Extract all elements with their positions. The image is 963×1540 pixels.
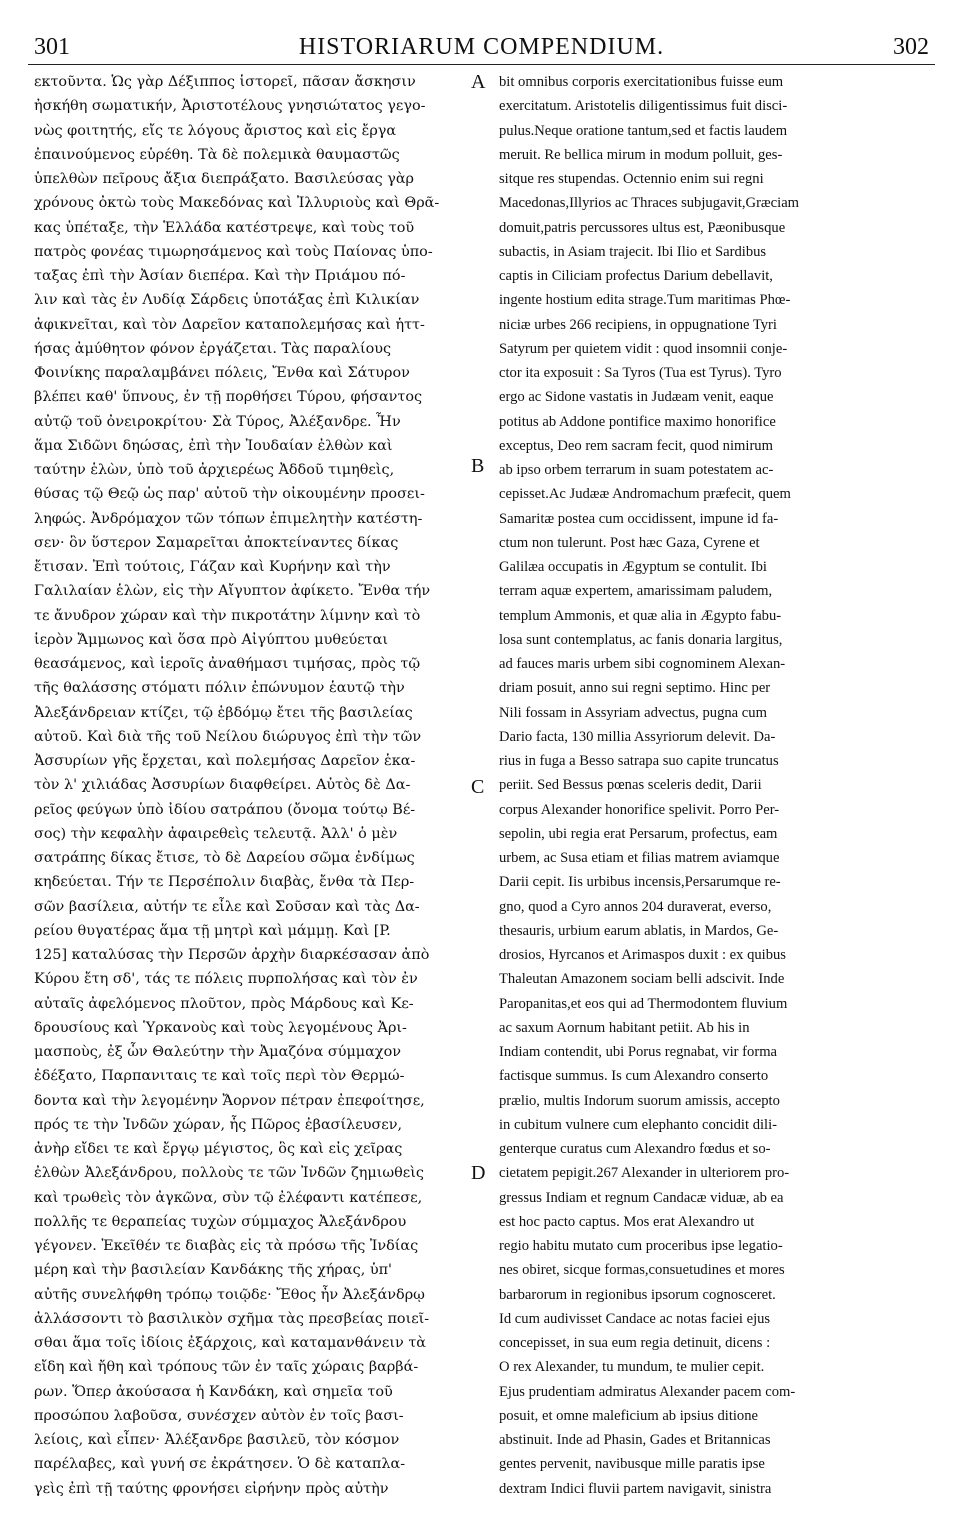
latin-text-line: factisque summus. Is cum Alexandro conserto xyxy=(499,1068,769,1085)
latin-text-line: gentes pervenit, navibusque mille paratis ipse xyxy=(499,1456,765,1473)
greek-text-line: ταύτην ἑλὼν, ὑπὸ τοῦ ἀρχιερέως Ἀδδοῦ τιμηθεὶς, xyxy=(34,462,395,478)
margin-marker-a: A xyxy=(471,71,486,93)
latin-text-line: Thaleutan Amazonem sociam belli adscivit. Inde xyxy=(499,971,785,988)
latin-text-line: Darii cepit. Iis urbibus incensis,Persarumque re- xyxy=(499,874,781,891)
greek-text-line: ἅμα Σιδῶνι δηώσας, ἐπὶ τὴν Ἰουδαίαν ἐλθὼν καὶ xyxy=(34,437,393,454)
greek-text-line: γεὶς ἐπὶ τῇ ταύτης φρονήσει εἰρήνην πρὸς αὐτὴν xyxy=(34,1480,389,1497)
latin-text-line: captis in Ciliciam profectus Darium debellavit, xyxy=(499,268,773,284)
greek-text-line: αὐτῷ τοῦ ὀνειροκρίτου· Σὰ Τύρος, Ἀλέξανδρε. Ἦν xyxy=(34,413,401,430)
greek-text-line: ὑπελθὼν πεῖρους ἄξια διεπράξατο. Βασιλεύσας γὰρ xyxy=(34,171,414,187)
latin-text-line: corpus Alexander honorifice spelivit. Porro Per- xyxy=(499,801,780,818)
greek-text-line: ἔτισαν. Ἐπὶ τούτοις, Γάζαν καὶ Κυρήνην καὶ τὴν xyxy=(34,559,391,575)
greek-text-line: χρόνους ὀκτὼ τοὺς Μακεδόνας καὶ Ἰλλυριοὺς καὶ Θρᾶ- xyxy=(34,195,440,212)
latin-text-line: abstinuit. Inde ad Phasin, Gades et Britannicas xyxy=(499,1432,771,1448)
latin-text-line: urbem, ac Susa etiam et filias matrem aviamque xyxy=(499,850,780,866)
greek-text-line: θεασάμενος, καὶ ἱεροῖς ἀναθήμασι τιμήσας, πρὸς τῷ xyxy=(34,656,421,672)
latin-text-line: bit omnibus corporis exercitationibus fuisse eum xyxy=(499,74,784,90)
latin-text-line: terram aquæ expertem, amarissimam paludem, xyxy=(499,583,773,600)
greek-text-line: ήσας ἀμύθητον φόνον ἐργάζεται. Τὰς παραλίους xyxy=(34,340,392,357)
latin-text-line: subactis, in Asiam trajecit. Ibi Ilio et Sardibus xyxy=(499,243,767,260)
latin-text-line: in cubitum vulnere cum elephanto concidit dili- xyxy=(499,1116,778,1133)
greek-text-line: τὸν λ' χιλιάδας Ἀσσυρίων διαφθείρει. Αὐτὸς δὲ Δα- xyxy=(34,777,411,794)
latin-text-line: ctum non tulerunt. Post hæc Gaza, Cyrene et xyxy=(499,534,760,551)
greek-text-line: δρουσίους καὶ Ὑρκανοὺς καὶ τοὺς λεγομένους Ἀρι- xyxy=(34,1019,407,1036)
greek-text-line: τε ἄνυδρον χώραν καὶ τὴν πικροτάτην λίμνην καὶ τὸ xyxy=(34,607,421,624)
greek-text-line: Φοινίκης παραλαμβάνει πόλεις, Ἔνθα καὶ Σάτυρον xyxy=(34,365,410,381)
latin-text-line: regio habitu mutato cum proceribus ipse legatio- xyxy=(499,1238,783,1254)
greek-text-line: σθαι ἅμα τοῖς ἰδίοις ἐξάρχοις, καὶ καταμανθάνειν τὰ xyxy=(34,1335,427,1351)
latin-text-line: genterque curatus cum Alexandro fœdus et so- xyxy=(499,1141,771,1157)
latin-text-line: Ejus prudentiam admiratus Alexander pacem com- xyxy=(499,1383,796,1400)
greek-text-line: εἴδη καὶ ἤθη καὶ τρόπους τῶν ἐν ταῖς χώραις βαρβά- xyxy=(34,1359,419,1376)
latin-text-line: Dario facta, 130 millia Assyriorum delevit. Da- xyxy=(499,728,776,745)
latin-text-line: drosios, Hyrcanos et Arimaspos duxit : ex quibus xyxy=(499,947,786,963)
latin-text-line: Samaritæ postea cum occidissent, impune id fa- xyxy=(499,510,779,527)
latin-text-line: O rex Alexander, tu mundum, te mulier cepit. xyxy=(499,1359,765,1376)
latin-text-line: gno, quod a Cyro annos 204 duraverat, everso, xyxy=(499,898,772,915)
greek-text-line: σῶν βασίλεια, αὐτήν τε εἷλε καὶ Σοῦσαν καὶ τὰς Δα- xyxy=(34,898,420,915)
greek-text-line: πρός τε τὴν Ἰνδῶν χώραν, ἧς Πῶρος ἐβασίλευσεν, xyxy=(34,1116,403,1133)
greek-text-line: αὐτοῦ. Καὶ διὰ τῆς τοῦ Νείλου διώρυγος ἐπὶ τὴν τῶν xyxy=(34,728,422,745)
greek-text-line: Ἀσσυρίων γῆς ἔρχεται, καὶ πολεμήσας Δαρεῖον ἑκα- xyxy=(34,753,416,769)
margin-marker-b: B xyxy=(471,455,485,477)
latin-text-line: dextram Indici fluvii partem navigavit, sinistra xyxy=(499,1480,772,1497)
latin-text-line: losa sunt contemplatus, ac fanis donaria largitus, xyxy=(499,631,783,648)
latin-text-column xyxy=(499,70,935,1501)
greek-text-line: καὶ τρωθεὶς τὸν ἀγκῶνα, σὺν τῷ ἐλέφαντι κατέπεσε, xyxy=(34,1189,423,1206)
greek-text-line: 125] καταλύσας τὴν Περσῶν ἀρχὴν διαρκέσασαν ἀπὸ xyxy=(34,947,430,963)
greek-text-column xyxy=(34,70,466,1501)
greek-text-line: ρων. Ὅπερ ἀκούσασα ἡ Κανδάκη, καὶ σημεῖα τοῦ xyxy=(34,1383,393,1400)
latin-text-line: Macedonas,Illyrios ac Thraces subjugavit,Græciam xyxy=(499,195,800,212)
greek-text-line: ἠσκήθη σωματικήν, Ἀριστοτέλους γνησιώτατος γεγο- xyxy=(34,98,426,115)
greek-text-line: ρεῖος φεύγων ὑπὸ ἰδίου σατράπου (ὄνομα τούτῳ Βέ- xyxy=(34,801,416,818)
greek-text-line: ἀλλάσσοντι τὸ βασιλικὸν σχῆμα τὰς πρεσβείας ποιεῖ- xyxy=(34,1310,430,1327)
latin-text-line: nes obiret, sicque formas,consuetudines et mores xyxy=(499,1262,785,1279)
latin-text-line: pulus.Neque oratione tantum,sed et factis laudem xyxy=(499,122,788,139)
latin-text-line: niciæ urbes 266 recipiens, in oppugnatione Tyri xyxy=(499,316,777,333)
latin-text-line: ergo ac Sidone vastatis in Judæam venit, eaque xyxy=(499,389,774,406)
latin-text-line: cepisset.Ac Judææ Andromachum præfecit, quem xyxy=(499,486,791,503)
latin-text-line: gressus Indiam et regnum Candacæ viduæ, ab ea xyxy=(499,1189,784,1206)
page-number-right: 302 xyxy=(893,34,929,60)
greek-text-line: σατράπης δίκας ἔτισε, τὸ δὲ Δαρείου σῶμα ἐνδίμως xyxy=(34,850,415,866)
greek-text-line: ρείου θυγατέρας ἅμα τῇ μητρὶ καὶ μάμμῃ. Καὶ [P. xyxy=(34,922,391,939)
latin-text-line: concepisset, in sua eum regia detinuit, dicens : xyxy=(499,1335,771,1351)
latin-text-line: ctor ita exposuit : Sa Tyros (Tua est Tyrus). Tyro xyxy=(499,365,782,381)
greek-text-line: ἐλθὼν Ἀλεξάνδρου, πολλοὺς τε τῶν Ἰνδῶν ζημιωθεὶς xyxy=(34,1165,424,1182)
greek-text-line: λιν καὶ τὰς ἐν Λυδίᾳ Σάρδεις ὑποτάξας ἐπὶ Κιλικίαν xyxy=(34,292,420,309)
latin-text-line: Paropanitas,et eos qui ad Thermodontem fluvium xyxy=(499,995,788,1012)
greek-text-line: σεν· ὃν ὕστερον Σαμαρεῖται ἀποκτείναντες δίκας xyxy=(34,534,399,551)
latin-text-line: rius in fuga a Besso satrapa suo capite truncatus xyxy=(499,753,779,769)
latin-text-line: potitus ab Addone pontifice maximo honorifice xyxy=(499,413,776,430)
greek-text-line: παρέλαβες, καὶ γυνή σε ἐκράτησεν. Ὁ δὲ καταπλα- xyxy=(34,1456,406,1473)
page-number-left: 301 xyxy=(34,34,70,60)
greek-text-line: ἀφικνεῖται, καὶ τὸν Δαρεῖον καταπολεμήσας καὶ ἡττ- xyxy=(34,316,425,333)
margin-marker-c: C xyxy=(471,776,485,798)
greek-text-line: νὼς φοιτητής, εἴς τε λόγους ἄριστος καὶ εἰς ἔργα xyxy=(34,122,397,139)
latin-text-line: Satyrum per quietem vidit : quod insomnii conje- xyxy=(499,340,788,357)
greek-text-line: Κύρου ἔτη σδ', τάς τε πόλεις πυρπολήσας καὶ τὸν ἐν xyxy=(34,971,418,988)
running-title: HISTORIARUM COMPENDIUM. xyxy=(298,34,665,60)
latin-text-line: Indiam contendit, ubi Porus regnabat, vir forma xyxy=(499,1044,778,1060)
greek-text-line: σος) τὴν κεφαλὴν ἀφαιρεθεὶς τελευτᾷ. Ἀλλ' ὁ μὲν xyxy=(34,825,398,842)
greek-text-line: ἐδέξατο, Παρπανιταις τε καὶ τοῖς περὶ τὸν Θερμώ- xyxy=(34,1068,405,1085)
greek-text-line: πατρὸς φονέας τιμωρησάμενος καὶ τοὺς Παίονας ὑπο- xyxy=(34,243,433,260)
greek-text-line: ἱερὸν Ἄμμωνος καὶ ὅσα πρὸ Αἰγύπτου μυθεύεται xyxy=(34,631,388,648)
greek-text-line: ἐπαινούμενος εὑρέθη. Τὰ δὲ πολεμικὰ θαυμαστῶς xyxy=(34,146,400,163)
latin-text-line: driam posuit, anno sui regni septimo. Hinc per xyxy=(499,680,771,697)
latin-text-line: Nili fossam in Assyriam advectus, pugna cum xyxy=(499,704,767,721)
latin-text-line: exceptus, Deo rem sacram fecit, quod nimirum xyxy=(499,437,773,454)
greek-text-line: κας ὑπέταξε, τὴν Ἑλλάδα κατέστρεψε, καὶ τοὺς τοῦ xyxy=(34,219,415,236)
latin-text-line: cietatem pepigit.267 Alexander in ulteriorem pro- xyxy=(499,1165,790,1182)
latin-text-line: templum Ammonis, et quæ alia in Ægypto fabu- xyxy=(499,607,782,624)
greek-text-line: ἀνὴρ εἴδει τε καὶ ἔργῳ μέγιστος, ὃς καὶ εἰς χεῖρας xyxy=(34,1141,403,1157)
latin-text-line: ab ipso orbem terrarum in suam potestatem ac- xyxy=(499,462,774,478)
latin-text-line: Id cum audivisset Candace ac notas faciei ejus xyxy=(499,1310,771,1327)
greek-text-line: μασποὺς, ἐξ ὧν Θαλεύτην τὴν Ἀμαζόνα σύμμαχον xyxy=(34,1044,401,1060)
latin-text-line: exercitatum. Aristotelis diligentissimus fuit disci- xyxy=(499,98,788,115)
greek-text-line: δοντα καὶ τὴν λεγομένην Ἄορνον πέτραν ἐπεφοίτησε, xyxy=(34,1092,425,1109)
margin-marker-d: D xyxy=(471,1162,486,1184)
greek-text-line: λείοις, καὶ εἶπεν· Ἀλέξανδρε βασιλεῦ, τὸν κόσμον xyxy=(34,1432,400,1448)
greek-text-line: ληφώς. Ἀνδρόμαχον τῶν τόπων ἐπιμελητὴν κατέστη- xyxy=(34,510,423,527)
latin-text-line: prælio, multis Indorum suorum amissis, accepto xyxy=(499,1092,780,1109)
latin-text-line: Galilæa occupatis in Ægyptum se contulit. Ibi xyxy=(499,559,767,575)
latin-text-line: ad fauces maris urbem sibi cognominem Alexan- xyxy=(499,656,786,672)
greek-text-line: αὐταῖς ἀφελόμενος πλοῦτον, πρὸς Μάρδους καὶ Κε- xyxy=(34,995,414,1012)
greek-text-line: τῆς θαλάσσης στόματι πόλιν ἐπώνυμον ἑαυτῷ τὴν xyxy=(34,680,405,697)
greek-text-line: κηδεύεται. Τήν τε Περσέπολιν διαβὰς, ἔνθα τὰ Περ- xyxy=(34,874,415,891)
latin-text-line: domuit,patris percussores ultus est, Pæonibusque xyxy=(499,219,786,236)
greek-text-line: βλέπει καθ' ὕπνους, ἐν τῇ πορθήσει Τύρου, φήσαντος xyxy=(34,389,423,406)
latin-text-line: sitque res stupendas. Octennio enim sui regni xyxy=(499,171,764,187)
greek-text-line: πολλῆς τε θεραπείας τυχὼν σύμμαχος Ἀλεξάνδρου xyxy=(34,1213,407,1230)
greek-text-line: μέρη καὶ τὴν βασιλείαν Κανδάκης τῆς χήρας, ὑπ' xyxy=(34,1262,393,1279)
latin-text-line: ingente hostium edita strage.Tum maritimas Phœ- xyxy=(499,292,791,309)
greek-text-line: θύσας τῷ Θεῷ ὡς παρ' αὐτοῦ τὴν οἰκουμένην προσει- xyxy=(34,486,425,503)
latin-text-line: sepolin, ubi regia erat Persarum, profectus, eam xyxy=(499,825,778,842)
latin-text-line: periit. Sed Bessus pœnas sceleris dedit, Darii xyxy=(499,777,762,794)
latin-text-line: ac saxum Aornum habitant petiit. Ab his in xyxy=(499,1019,750,1036)
latin-text-line: thesauris, urbium earum ablatis, in Mardos, Ge- xyxy=(499,922,779,939)
greek-text-line: προσώπου λαβοῦσα, συνέσχεν αὐτὸν ἐν τοῖς βασι- xyxy=(34,1407,404,1424)
greek-text-line: ταξας ἐπὶ τὴν Ἀσίαν διεπέρα. Καὶ τὴν Πριάμου πό- xyxy=(34,268,406,284)
latin-text-line: barbarorum in regionibus ipsorum cognosceret. xyxy=(499,1286,776,1303)
greek-text-line: Ἀλεξάνδρειαν κτίζει, τῷ ἑβδόμῳ ἔτει τῆς βασιλείας xyxy=(34,704,413,721)
greek-text-line: Γαλιλαίαν ἑλὼν, εἰς τὴν Αἴγυπτον ἀφίκετο. Ἔνθα τήν xyxy=(34,583,431,600)
greek-text-line: αὐτῆς συνελήφθη τρόπῳ τοιῷδε· Ἔθος ἦν Ἀλεξάνδρῳ xyxy=(34,1286,425,1303)
page-header xyxy=(28,30,935,65)
greek-text-line: γέγονεν. Ἐκεῖθέν τε διαβὰς εἰς τὰ πρόσω τῆς Ἰνδίας xyxy=(34,1238,419,1254)
latin-text-line: posuit, et omne maleficium ab ipsius ditione xyxy=(499,1407,758,1424)
latin-text-line: meruit. Re bellica mirum in modum polluit, ges- xyxy=(499,146,783,163)
greek-text-line: εκτοῦντα. Ὡς γὰρ Δέξιππος ἱστορεῖ, πᾶσαν ἄσκησιν xyxy=(34,74,416,90)
latin-text-line: est hoc pacto captus. Mos erat Alexandro ut xyxy=(499,1213,755,1230)
